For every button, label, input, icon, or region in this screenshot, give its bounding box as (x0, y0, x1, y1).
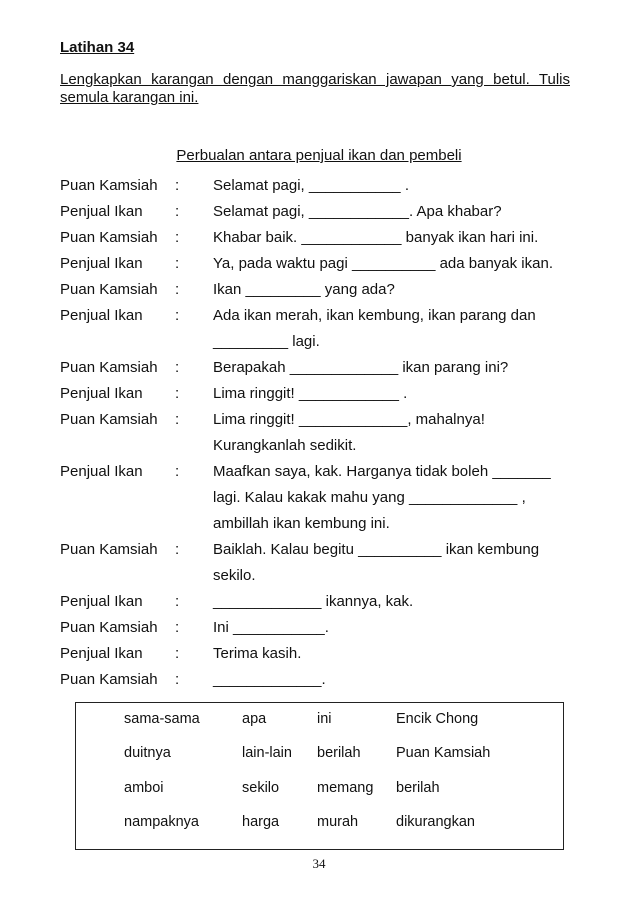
dialogue-subtitle (0, 147, 638, 164)
word-option: apa (242, 711, 267, 727)
dialogue-line: Terima kasih. (213, 645, 302, 662)
dialogue-line: Berapakah _____________ ikan parang ini? (213, 359, 509, 376)
page-number: 34 (312, 856, 326, 871)
word-option: harga (242, 814, 280, 830)
dialogue-line: Selamat pagi, ___________ . (213, 177, 409, 194)
dialogue-line: Baiklah. Kalau begitu __________ ikan kembung (213, 541, 540, 558)
dialogue-line-continued: lagi. Kalau kakak mahu yang _____________ , (213, 489, 526, 506)
word-option: dikurangkan (396, 814, 475, 830)
word-option: duitnya (124, 745, 171, 761)
speaker-label: Penjual Ikan (60, 385, 143, 402)
word-option: sekilo (242, 780, 280, 796)
speaker-label: Puan Kamsiah (60, 671, 158, 688)
word-option: Puan Kamsiah (396, 745, 491, 761)
dialogue-line: Khabar baik. ____________ banyak ikan hari ini. (213, 229, 539, 246)
dialogue-line: Ini ___________. (213, 619, 329, 636)
speaker-label: Puan Kamsiah (60, 281, 158, 298)
colon: : (175, 385, 180, 402)
dialogue-line-continued: ambillah ikan kembung ini. (213, 515, 390, 532)
speaker-label: Penjual Ikan (60, 645, 143, 662)
colon: : (175, 671, 180, 688)
speaker-label: Puan Kamsiah (60, 177, 158, 194)
colon: : (175, 411, 180, 428)
colon: : (175, 359, 180, 376)
speaker-label: Puan Kamsiah (60, 229, 158, 246)
exercise-title: Latihan 34 (60, 39, 135, 56)
word-option: amboi (124, 780, 164, 796)
dialogue-line: _____________. (213, 671, 326, 688)
word-option: sama-sama (124, 711, 200, 727)
colon: : (175, 307, 180, 324)
speaker-label: Puan Kamsiah (60, 411, 158, 428)
word-option: murah (317, 814, 359, 830)
speaker-label: Puan Kamsiah (60, 359, 158, 376)
speaker-label: Penjual Ikan (60, 593, 143, 610)
speaker-label: Penjual Ikan (60, 307, 143, 324)
colon: : (175, 593, 180, 610)
dialogue-line: _____________ ikannya, kak. (213, 593, 414, 610)
dialogue-line: Lima ringgit! _____________, mahalnya! (213, 411, 485, 428)
word-option: lain-lain (242, 745, 292, 761)
word-box (75, 702, 564, 850)
dialogue-line-continued: _________ lagi. (213, 333, 320, 350)
colon: : (175, 281, 180, 298)
colon: : (175, 203, 180, 220)
dialogue-line-continued: sekilo. (213, 567, 256, 584)
dialogue-line-continued: Kurangkanlah sedikit. (213, 437, 357, 454)
word-option: berilah (317, 745, 361, 761)
colon: : (175, 619, 180, 636)
dialogue-subtitle-text: Perbualan antara penjual ikan dan pembeli (176, 147, 462, 164)
speaker-label: Penjual Ikan (60, 255, 143, 272)
dialogue-line: Ikan _________ yang ada? (213, 281, 395, 298)
word-option: memang (317, 780, 374, 796)
word-option: Encik Chong (396, 711, 479, 727)
speaker-label: Puan Kamsiah (60, 619, 158, 636)
colon: : (175, 541, 180, 558)
colon: : (175, 229, 180, 246)
dialogue-line: Selamat pagi, ____________. Apa khabar? (213, 203, 502, 220)
speaker-label: Puan Kamsiah (60, 541, 158, 558)
dialogue-line: Maafkan saya, kak. Harganya tidak boleh _______ (213, 463, 551, 480)
word-option: nampaknya (124, 814, 199, 830)
dialogue-line: Ada ikan merah, ikan kembung, ikan parang dan (213, 307, 536, 324)
word-option: ini (317, 711, 332, 727)
speaker-label: Penjual Ikan (60, 463, 143, 480)
colon: : (175, 645, 180, 662)
colon: : (175, 177, 180, 194)
colon: : (175, 463, 180, 480)
speaker-label: Penjual Ikan (60, 203, 143, 220)
instruction-text: Lengkapkan karangan dengan manggariskan jawapan yang betul. Tulis semula karangan ini. (60, 71, 570, 106)
dialogue-line: Lima ringgit! ____________ . (213, 385, 408, 402)
word-option: berilah (396, 780, 440, 796)
colon: : (175, 255, 180, 272)
dialogue-line: Ya, pada waktu pagi __________ ada banyak ikan. (213, 255, 553, 272)
